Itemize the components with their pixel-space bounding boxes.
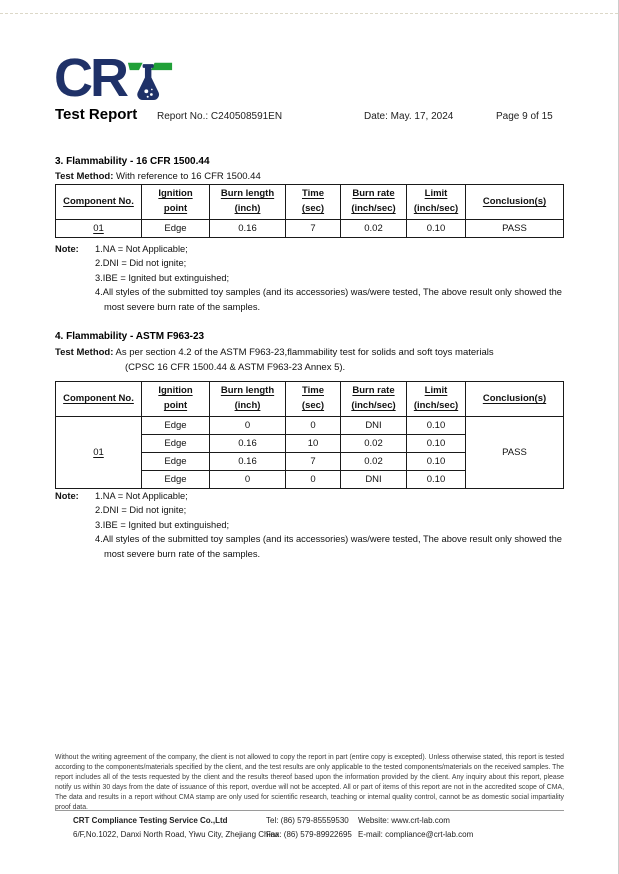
burn-length-cell: 0 [210,471,286,489]
note-label: Note: [55,244,79,254]
burn-rate-cell: 0.02 [341,220,407,238]
section3-note [55,242,565,314]
company-name: CRT Compliance Testing Service Co.,Ltd [73,816,228,825]
col-ignition-point: Ignition point [142,382,210,417]
ignition-cell: Edge [142,435,210,453]
table-row [56,417,564,435]
note-item: 1.NA = Not Applicable; [95,491,188,501]
company-email: E-mail: compliance@crt-lab.com [358,830,474,839]
burn-rate-cell: DNI [341,417,407,435]
footer-divider [55,810,564,811]
burn-rate-cell: 0.02 [341,435,407,453]
time-cell: 0 [286,417,341,435]
conclusion-cell: PASS [466,417,564,489]
col-burn-length: Burn length (inch) [210,185,286,220]
limit-cell: 0.10 [407,453,466,471]
table-header-row [56,185,564,220]
page-number: Page 9 of 15 [496,111,553,122]
limit-cell: 0.10 [407,435,466,453]
note-item: 2.DNI = Did not ignite; [95,258,187,269]
disclaimer-text: Without the writing agreement of the company, the client is not allowed to copy the report in part (entire copy is excepted). Unless otherwise stated, this report is tested according to the components/materials specified by the client, and the test results are only applicable to the tested components/materials on the received samples. The report includes all of the tests requested by the client and the results thereof based upon the information provided by the client. Any inquiry about this report, please notify us within 30 days from the date of issuance of this report, overdue will not be accepted. All or part of items of this report are not in the accredited scope of CMA, The data and results in a report without CMA stamp are only used for scientific research, teaching or internal quality control, cannot be as domestic social impartiality proof data. [55,754,564,811]
time-cell: 0 [286,471,341,489]
burn-length-cell: 0.16 [210,453,286,471]
note-item: 3.IBE = Ignited but extinguished; [95,272,230,283]
time-cell: 7 [286,220,341,238]
company-fax: Fax: (86) 579-89922695 [266,830,352,839]
table-header-row [56,382,564,417]
section4-test-method [55,347,494,358]
col-limit: Limit (inch/sec) [407,382,466,417]
ignition-cell: Edge [142,453,210,471]
col-conclusion: Conclusion(s) [466,382,564,417]
section4-title: 4. Flammability - ASTM F963-23 [55,331,205,342]
col-ignition-point: Ignition point [142,185,210,220]
top-divider [0,13,618,14]
col-limit: Limit (inch/sec) [407,185,466,220]
company-tel: Tel: (86) 579-85559530 [266,816,349,825]
page-title: Test Report [55,106,138,123]
note-item: 1.NA = Not Applicable; [95,244,188,254]
crt-logo [54,48,173,108]
test-method-text: With reference to 16 CFR 1500.44 [116,171,261,182]
note-item: 4.All styles of the submitted toy samples (and its accessories) was/were tested, The above result only showed the most severe burn rate of the samples. [95,287,562,312]
burn-rate-cell: DNI [341,471,407,489]
flask-icon [127,58,173,108]
burn-length-cell: 0 [210,417,286,435]
ignition-cell: Edge [142,471,210,489]
flammability-table-astm [55,381,564,489]
test-method-label: Test Method: [55,171,114,182]
limit-cell: 0.10 [407,417,466,435]
limit-cell: 0.10 [407,220,466,238]
note-item: 3.IBE = Ignited but extinguished; [95,519,230,530]
component-no-cell: 01 [56,417,142,489]
test-method-text: As per section 4.2 of the ASTM F963-23,flammability test for solids and soft toys materials [115,347,494,358]
company-address: 6/F,No.1022, Danxi North Road, Yiwu City, Zhejiang China [73,830,280,839]
ignition-cell: Edge [142,220,210,238]
limit-cell: 0.10 [407,471,466,489]
col-time: Time (sec) [286,185,341,220]
component-no-cell: 01 [56,220,142,238]
burn-rate-cell: 0.02 [341,453,407,471]
time-cell: 10 [286,435,341,453]
col-burn-length: Burn length (inch) [210,382,286,417]
col-burn-rate: Burn rate (inch/sec) [341,382,407,417]
flammability-table-16cfr [55,184,564,238]
section3-title: 3. Flammability - 16 CFR 1500.44 [55,156,210,167]
section3-test-method [55,171,261,182]
col-burn-rate: Burn rate (inch/sec) [341,185,407,220]
time-cell: 7 [286,453,341,471]
report-date: Date: May. 17, 2024 [364,111,454,122]
burn-length-cell: 0.16 [210,220,286,238]
col-conclusion: Conclusion(s) [466,185,564,220]
table-row [56,220,564,238]
col-time: Time (sec) [286,382,341,417]
conclusion-cell: PASS [466,220,564,238]
burn-length-cell: 0.16 [210,435,286,453]
report-number: Report No.: C240508591EN [157,111,283,122]
section4-test-method-line2: (CPSC 16 CFR 1500.44 & ASTM F963-23 Annex 5). [125,362,346,373]
col-component-no: Component No. [56,382,142,417]
test-method-label: Test Method: [55,347,114,358]
note-item: 4.All styles of the submitted toy samples (and its accessories) was/were tested, The above result only showed the most severe burn rate of the samples. [95,534,562,559]
section4-note [55,489,565,561]
logo-letters: CR [54,48,126,108]
company-website: Website: www.crt-lab.com [358,816,450,825]
col-component-no: Component No. [56,185,142,220]
ignition-cell: Edge [142,417,210,435]
note-label: Note: [55,491,79,501]
note-item: 2.DNI = Did not ignite; [95,505,187,516]
